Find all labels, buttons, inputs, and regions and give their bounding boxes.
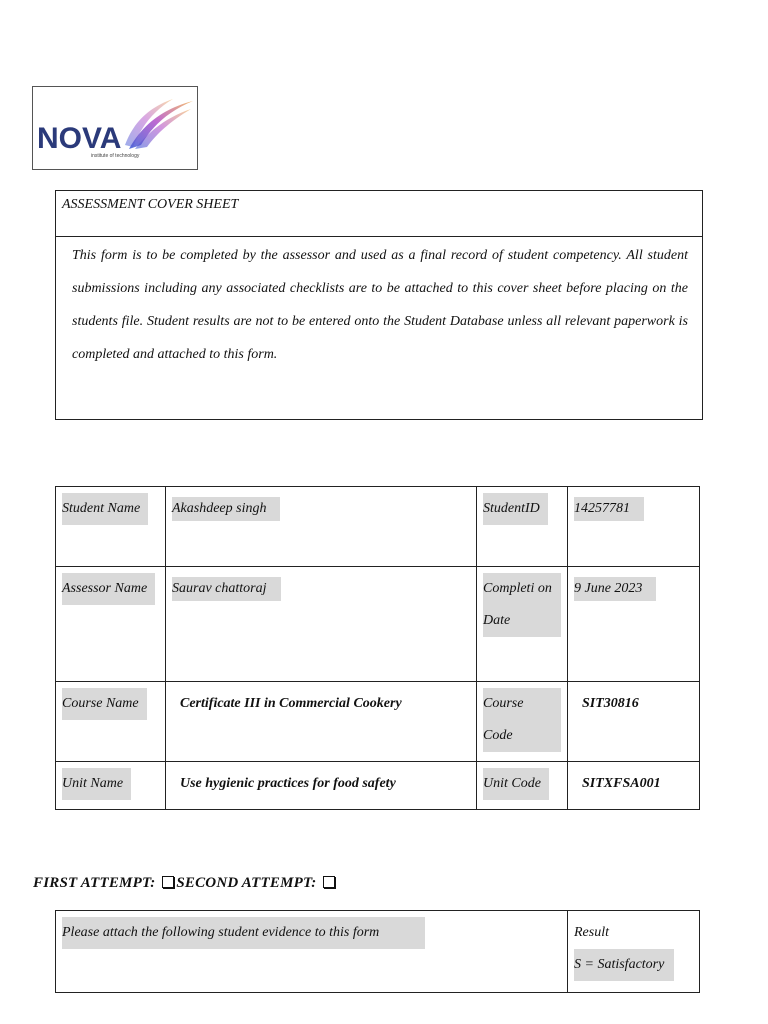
second-attempt-label: SECOND ATTEMPT: — [176, 875, 317, 891]
table-row — [56, 682, 700, 762]
table-row — [56, 762, 700, 810]
first-attempt-checkbox[interactable] — [162, 876, 174, 888]
unit-name-label: Unit Name — [62, 768, 131, 800]
completion-date-value: 9 June 2023 — [574, 577, 656, 601]
table-row — [56, 567, 700, 682]
student-id-label: StudentID — [483, 493, 548, 525]
result-key: S = Satisfactory — [574, 949, 674, 981]
table-row — [56, 487, 700, 567]
cover-sheet-title: ASSESSMENT COVER SHEET — [62, 197, 239, 212]
assessor-name-label: Assessor Name — [62, 573, 155, 605]
second-attempt-checkbox[interactable] — [323, 876, 335, 888]
course-name-label: Course Name — [62, 688, 147, 720]
cover-sheet-header — [56, 191, 702, 237]
cover-sheet-box — [55, 190, 703, 420]
evidence-instruction: Please attach the following student evidence to this form — [62, 917, 425, 949]
course-code-label: Course Code — [483, 688, 561, 752]
result-label: Result — [574, 925, 609, 940]
nova-logo-graphic — [33, 87, 197, 169]
logo-subtext: institute of technology — [91, 153, 140, 159]
student-details-table — [55, 486, 700, 810]
completion-date-label: Completi on Date — [483, 573, 561, 637]
student-name-value: Akashdeep singh — [172, 497, 280, 521]
table-row — [56, 911, 700, 993]
assessor-name-value: Saurav chattoraj — [172, 577, 281, 601]
first-attempt-label: FIRST ATTEMPT: — [33, 875, 156, 891]
attempt-line — [33, 875, 337, 892]
student-id-value: 14257781 — [574, 497, 644, 521]
nova-logo — [32, 86, 198, 170]
unit-name-value: Use hygienic practices for food safety — [180, 776, 396, 791]
cover-sheet-intro: This form is to be completed by the assessor and used as a final record of student competency. All student submissions including any associated checklists are to be attached to this cover sheet before placing on the students file. Student results are not to be entered onto the Student Database unless all relevant paperwork is completed and attached to this form. — [72, 248, 688, 362]
unit-code-value: SITXFSA001 — [582, 776, 661, 791]
student-name-label: Student Name — [62, 493, 148, 525]
logo-wordmark: NOVA — [37, 122, 122, 155]
course-name-value: Certificate III in Commercial Cookery — [180, 696, 402, 711]
evidence-table — [55, 910, 700, 993]
unit-code-label: Unit Code — [483, 768, 549, 800]
course-code-value: SIT30816 — [582, 696, 639, 711]
